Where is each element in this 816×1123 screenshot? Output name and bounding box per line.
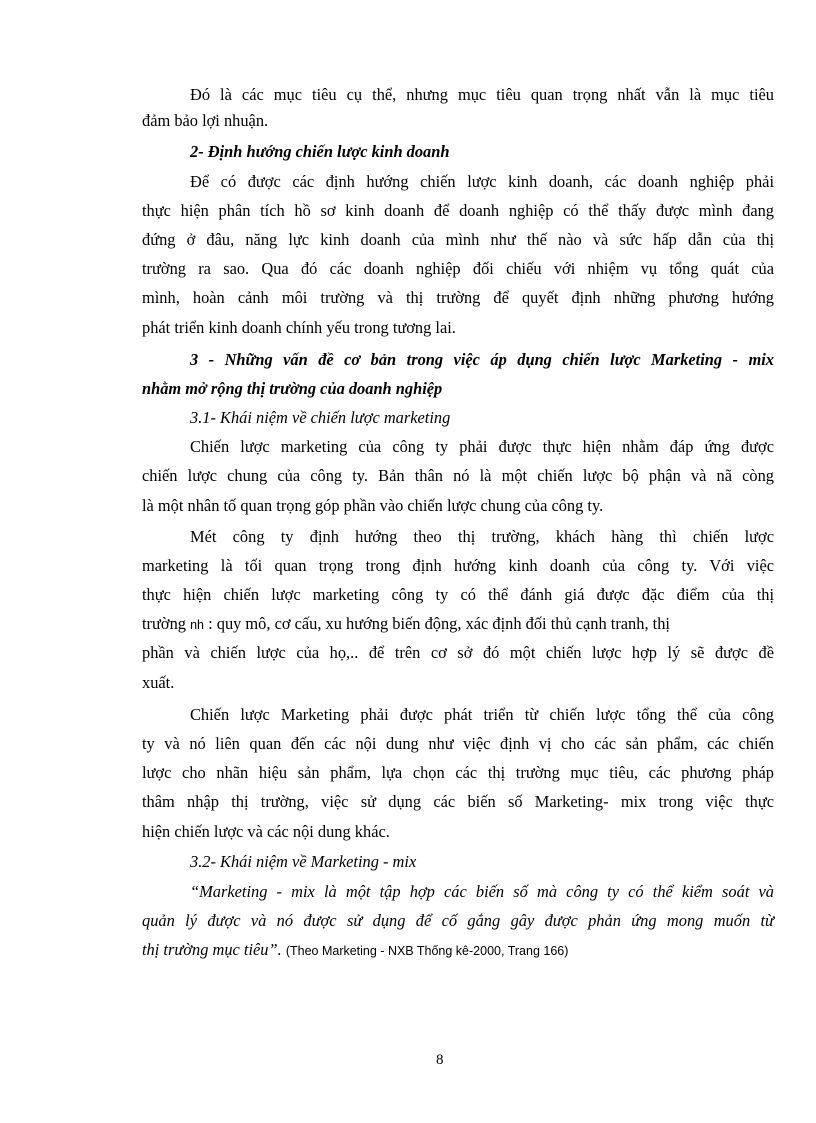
paragraph-line: thâm nhập thị trường, việc sử dụng các biến số Marketing- mix trong việc thực: [142, 792, 774, 811]
paragraph-line: lược cho nhãn hiệu sản phẩm, lựa chọn các thị trường mục tiêu, các phương pháp: [142, 763, 774, 782]
paragraph-line: Đó là các mục tiêu cụ thể, nhưng mục tiêu quan trọng nhất vẫn là mục tiêu: [190, 85, 774, 104]
paragraph-line: [142, 614, 774, 635]
paragraph-line: đảm bảo lợi nhuận.: [142, 111, 269, 130]
page-number: 8: [436, 1052, 444, 1068]
section-heading: 2- Định hướng chiến lược kinh doanh: [190, 142, 450, 161]
subsection-heading: 3.1- Khái niệm về chiến lược marketing: [190, 408, 451, 427]
text-run: : quy mô, cơ cấu, xu hướng biến động, xác định đối thủ cạnh tranh, thị: [208, 614, 670, 633]
citation: (Theo Marketing - NXB Thống kê-2000, Trang 166): [285, 944, 569, 958]
paragraph-line: ty và nó liên quan đến các nội dung như việc định vị cho các sản phẩm, các chiến: [142, 734, 774, 753]
section-heading: 3 - Những vấn đề cơ bản trong việc áp dụng chiến lược Marketing - mix: [190, 350, 774, 369]
paragraph-line: xuất.: [142, 673, 175, 692]
paragraph-line: là một nhân tố quan trọng góp phần vào chiến lược chung của công ty.: [142, 496, 604, 515]
quote-line: quản lý được và nó được sử dụng để cố gắng gây được phản ứng mong muốn từ: [142, 911, 774, 930]
paragraph-line: marketing là tối quan trọng trong định hướng kinh doanh của công ty. Với việc: [142, 556, 774, 575]
paragraph-line: Chiến lược marketing của công ty phải được thực hiện nhằm đáp ứng được: [190, 437, 774, 456]
paragraph-line: phát triển kinh doanh chính yếu trong tương lai.: [142, 318, 456, 337]
text-run-small: nh: [190, 618, 204, 632]
paragraph-line: Mét công ty định hướng theo thị trường, khách hàng thì chiến lược: [190, 527, 774, 546]
paragraph-line: hiện chiến lược và các nội dung khác.: [142, 822, 390, 841]
paragraph-line: Để có được các định hướng chiến lược kinh doanh, các doanh nghiệp phải: [190, 172, 774, 191]
paragraph-line: Chiến lược Marketing phải được phát triển từ chiến lược tổng thể của công: [190, 705, 774, 724]
section-heading: nhằm mở rộng thị trường của doanh nghiệp: [142, 379, 443, 398]
paragraph-line: trường ra sao. Qua đó các doanh nghiệp đối chiếu với nhiệm vụ tổng quát của: [142, 259, 774, 278]
paragraph-line: đứng ở đâu, năng lực kinh doanh của mình như thế nào và sức hấp dẫn của thị: [142, 230, 774, 249]
quote-line: “Marketing - mix là một tập hợp các biến số mà công ty có thể kiểm soát và: [190, 882, 774, 901]
paragraph-line: thực hiện phân tích hồ sơ kinh doanh để doanh nghiệp có thể thấy được mình đang: [142, 201, 774, 220]
paragraph-line: thực hiện chiến lược marketing công ty có thể đánh giá được đặc điểm của thị: [142, 585, 774, 604]
quote-line: [142, 940, 774, 961]
paragraph-line: chiến lược chung của công ty. Bản thân nó là một chiến lược bộ phận và nã còng: [142, 466, 774, 485]
subsection-heading: 3.2- Khái niệm về Marketing - mix: [190, 852, 417, 871]
paragraph-line: mình, hoàn cảnh môi trường và thị trường để quyết định những phương hướng: [142, 288, 774, 307]
quote-text: thị trường mục tiêu”.: [142, 940, 282, 959]
paragraph-line: phần và chiến lược của họ,.. để trên cơ sở đó một chiến lược hợp lý sẽ được đề: [142, 643, 774, 662]
text-run: trường: [142, 614, 186, 633]
